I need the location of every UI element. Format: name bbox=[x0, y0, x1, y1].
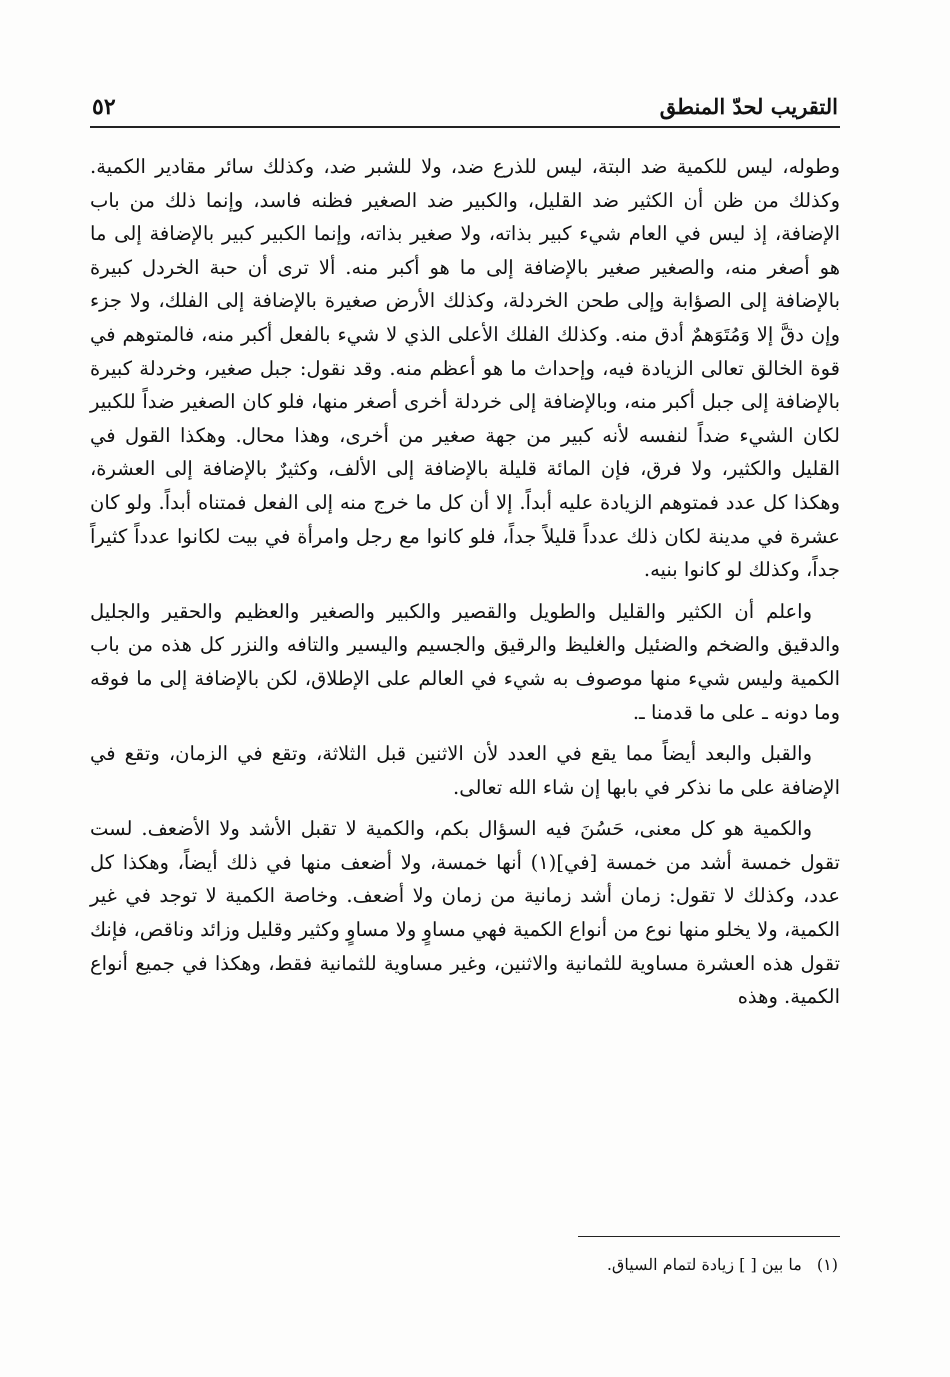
running-title: التقريب لحدّ المنطق bbox=[659, 94, 838, 119]
header-divider bbox=[90, 126, 840, 128]
paragraph: واعلم أن الكثير والقليل والطويل والقصير والكبير والصغير والعظيم والحقير والجليل والدقيق والضخم والضئيل والغليظ والرقيق والجسيم واليسير والتافه والنزر كل هذه من باب الكمية وليس شيء منها موصوف به شيء في العالم على الإطلاق، لكن بالإضافة إلى ما فوقه وما دونه ـ على ما قدمنا ـ. bbox=[90, 599, 840, 724]
footnote-number: (١) bbox=[816, 1255, 838, 1274]
paragraph: وطوله، ليس للكمية ضد البتة، ليس للذرع ضد، ولا للشبر ضد، وكذلك سائر مقادير الكمية. وكذلك من ظن أن الكثير ضد القليل، والكبير ضد الصغير فظنه فاسد، وإنما ذلك من باب الإضافة، إذ ليس في العام شيء كبير بذاته، ولا صغير بذاته، وإنما الكبير كبير بالإضافة إلى ما هو أصغر منه، والصغير صغير بالإضافة إلى ما هو أكبر منه. ألا ترى أن حبة الخردل كبيرة بالإضافة إلى الصؤابة وإلى طحن الخردلة، وكذلك الأرض صغيرة بالإضافة إلى الفلك، ولا جزء وإن دقَّ إلا وَمُتَوَهمٌ أدق منه. وكذلك الفلك الأعلى الذي لا شيء بالفعل أكبر منه، فالمتوهم في قوة الخالق تعالى الزيادة فيه، وإحداث ما هو أعظم منه. وقد نقول: جبل صغير، وخردلة كبيرة بالإضافة إلى جبل أكبر منه، وبالإضافة إلى خردلة أخرى أصغر منها، فلو كان الصغير ضداً للكبير لكان الشيء ضداً لنفسه لأنه كبير من جهة صغير من أخرى، وهذا محال. وهكذا القول في القليل والكثير، ولا فرق، فإن المائة قليلة بالإضافة إلى الألف، وكثيرٌ بالإضافة إلى العشرة، وهكذا كل عدد فمتوهم الزيادة عليه أبداً. إلا أن كل ما خرج منه إلى الفعل فمتناه أبداً. ولو كان عشرة في مدينة لكان ذلك عدداً قليلاً جداً، فلو كانوا مع رجل وامرأة في بيت لكانوا عدداً كثيراً جداً، وكذلك لو كانوا بنيه. bbox=[90, 155, 840, 582]
main-text bbox=[90, 150, 840, 1022]
footnote bbox=[90, 1252, 838, 1278]
paragraph: والكمية هو كل معنى، حَسُنَ فيه السؤال بكم، والكمية لا تقبل الأشد ولا الأضعف. لست تقول خمسة أشد من خمسة [في](١) أنها خمسة، ولا أضعف منها في ذلك أيضاً، وهكذا كل عدد، وكذلك لا تقول: زمان أشد زمانية من زمان ولا أضعف. وخاصة الكمية لا توجد في غير الكمية، ولا يخلو منها نوع من أنواع الكمية فهي مساوٍ ولا مساوٍ وكثير وقليل وزائد وناقص، فإنك تقول هذه العشرة مساوية للثمانية والاثنين، وغير مساوية للثمانية فقط، وهكذا في جميع أنواع الكمية. وهذه bbox=[90, 817, 840, 1009]
page-number: ٥٢ bbox=[92, 94, 116, 120]
footnote-text: ما بين [ ] زيادة لتمام السياق. bbox=[606, 1255, 802, 1274]
footnote-divider bbox=[578, 1236, 840, 1237]
page-header bbox=[92, 92, 838, 122]
paragraph: والقبل والبعد أيضاً مما يقع في العدد لأن الاثنين قبل الثلاثة، وتقع في الزمان، وتقع في الإضافة على ما نذكر في بابها إن شاء الله تعالى. bbox=[90, 742, 840, 799]
